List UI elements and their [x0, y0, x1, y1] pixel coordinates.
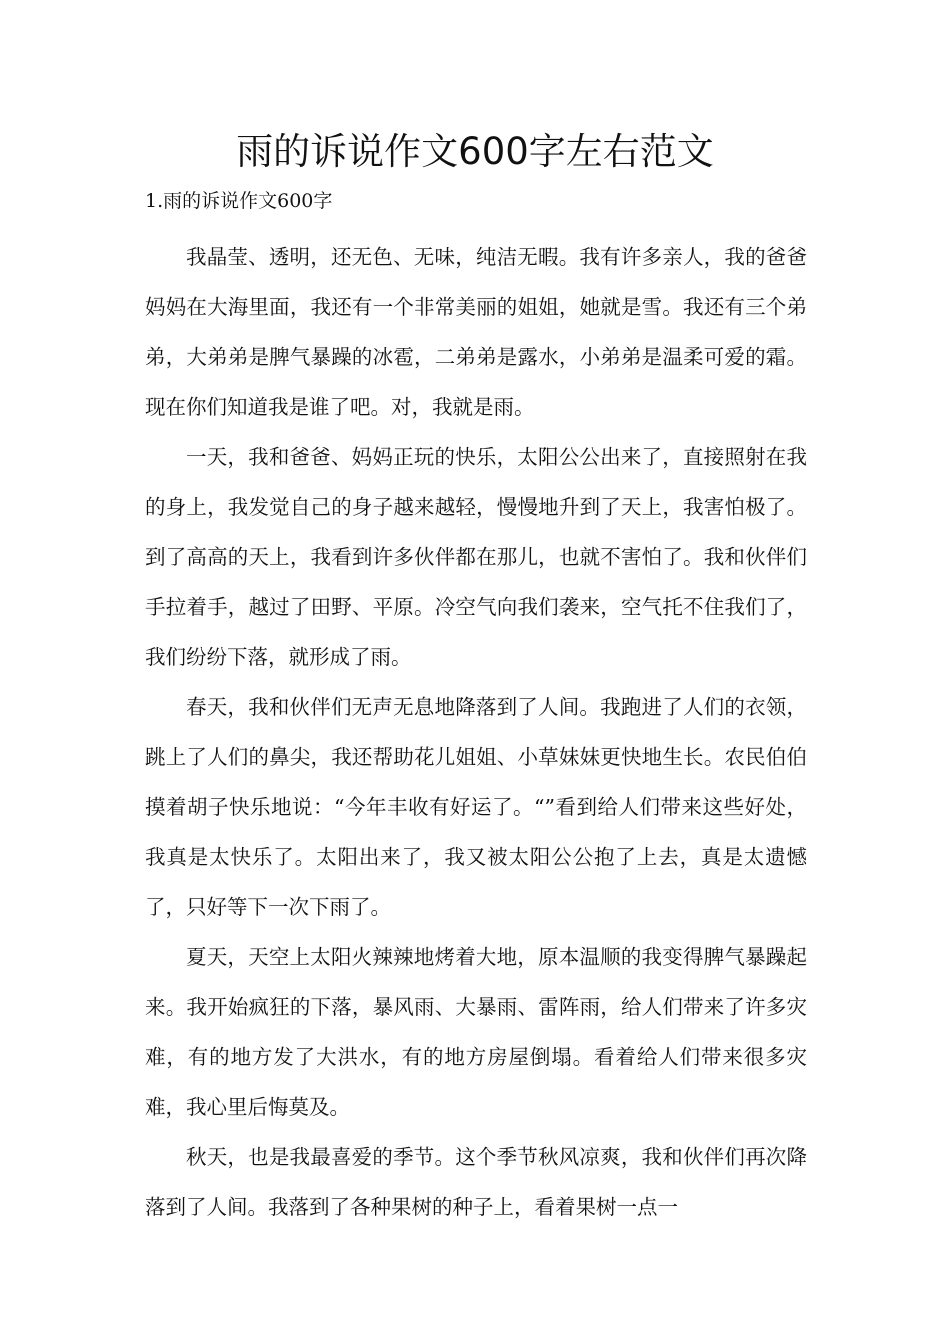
- essay-body: [145, 232, 807, 1232]
- paragraph-5: 秋天，也是我最喜爱的季节。这个季节秋风凉爽，我和伙伴们再次降落到了人间。我落到了各种果树的种子上，看着果树一点一: [145, 1145, 807, 1219]
- paragraph-1: 我晶莹、透明，还无色、无味，纯洁无暇。我有许多亲人，我的爸爸妈妈在大海里面，我还有一个非常美丽的姐姐，她就是雪。我还有三个弟弟，大弟弟是脾气暴躁的冰雹，二弟弟是露水，小弟弟是温柔可爱的霜。现在你们知道我是谁了吧。对，我就是雨。: [145, 245, 807, 419]
- paragraph-3: 春天，我和伙伴们无声无息地降落到了人间。我跑进了人们的衣领，跳上了人们的鼻尖，我还帮助花儿姐姐、小草妹妹更快地生长。农民伯伯摸着胡子快乐地说：“今年丰收有好运了。“”看到给人们带来这些好处，我真是太快乐了。太阳出来了，我又被太阳公公抱了上去，真是太遗憾了，只好等下一次下雨了。: [145, 695, 807, 919]
- section-heading: 1.雨的诉说作文600字: [145, 190, 333, 212]
- paragraph-2: 一天，我和爸爸、妈妈正玩的快乐，太阳公公出来了，直接照射在我的身上，我发觉自己的身子越来越轻，慢慢地升到了天上，我害怕极了。到了高高的天上，我看到许多伙伴都在那儿，也就不害怕了。我和伙伴们手拉着手，越过了田野、平原。冷空气向我们袭来，空气托不住我们了，我们纷纷下落，就形成了雨。: [145, 445, 807, 669]
- document-title: 雨的诉说作文600字左右范文: [236, 130, 714, 173]
- paragraph-4: 夏天，天空上太阳火辣辣地烤着大地，原本温顺的我变得脾气暴躁起来。我开始疯狂的下落，暴风雨、大暴雨、雷阵雨，给人们带来了许多灾难，有的地方发了大洪水，有的地方房屋倒塌。看着给人们带来很多灾难，我心里后悔莫及。: [145, 945, 807, 1119]
